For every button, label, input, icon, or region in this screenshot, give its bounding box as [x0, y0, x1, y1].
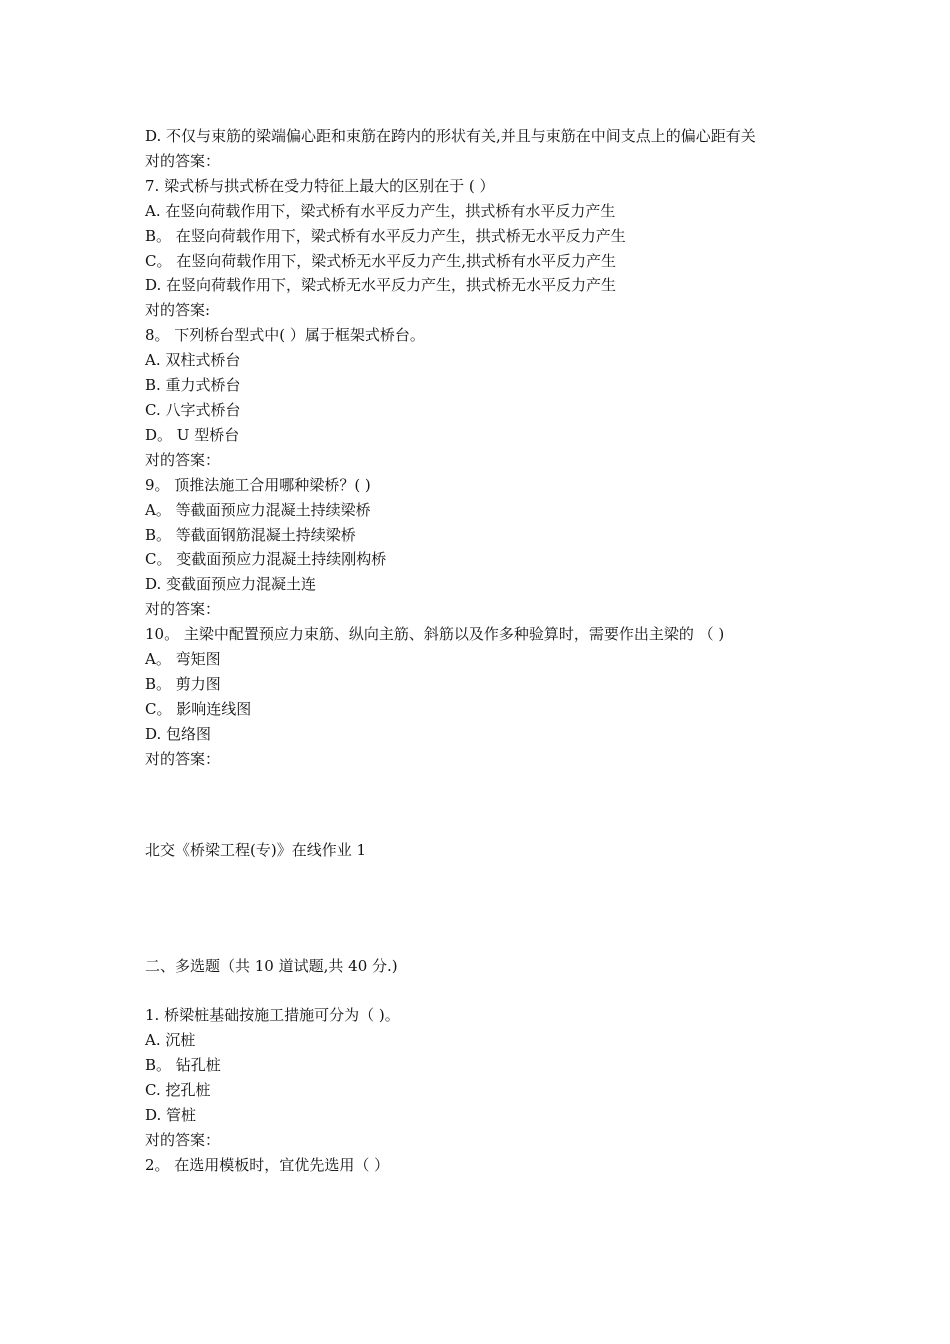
mq1-option-b: B。 钻孔桩	[145, 1056, 221, 1075]
q9-option-b: B。 等截面钢筋混凝土持续梁桥	[145, 525, 356, 544]
q9-option-a: A。 等截面预应力混凝土持续梁桥	[145, 500, 371, 519]
document-title: 北交《桥梁工程(专)》在线作业 1	[145, 840, 367, 859]
mq1-answer-label: 对的答案：	[145, 1130, 221, 1149]
q9-question: 9。 顶推法施工合用哪种梁桥？( )	[145, 475, 371, 494]
q6-answer-label: 对的答案：	[145, 151, 221, 170]
q10-option-d: D. 包络图	[145, 724, 212, 743]
mq2-question: 2。 在选用模板时，宜优先选用（ ）	[145, 1155, 390, 1174]
q9-option-d: D. 变截面预应力混凝土连	[145, 575, 317, 594]
q7-option-a: A. 在竖向荷载作用下，梁式桥有水平反力产生，拱式桥有水平反力产生	[145, 201, 616, 220]
q10-question: 10。 主梁中配置预应力束筋、纵向主筋、斜筋以及作多种验算时，需要作出主梁的 （ )	[145, 625, 725, 644]
q8-option-d: D。 U 型桥台	[145, 425, 240, 444]
spacer	[145, 772, 825, 838]
q6-option-d: D. 不仅与束筋的梁端偏心距和束筋在跨内的形状有关,并且与束筋在中间支点上的偏心距有关	[145, 127, 756, 145]
q10-option-b: B。 剪力图	[145, 674, 221, 693]
q10-answer-label: 对的答案：	[145, 749, 221, 768]
mq1-option-a: A. 沉桩	[145, 1031, 196, 1050]
q7-question: 7. 梁式桥与拱式桥在受力特征上最大的区别在于 ( ）	[145, 176, 495, 195]
q7-option-d: D. 在竖向荷载作用下，梁式桥无水平反力产生，拱式桥无水平反力产生	[145, 276, 617, 295]
mq1-question: 1. 桥梁桩基础按施工措施可分为（ )。	[145, 1006, 400, 1025]
q7-option-b: B。 在竖向荷载作用下，梁式桥有水平反力产生，拱式桥无水平反力产生	[145, 226, 626, 245]
mq1-option-c: C. 挖孔桩	[145, 1081, 211, 1100]
q9-option-c: C。 变截面预应力混凝土持续刚构桥	[145, 550, 387, 569]
q7-option-c: C。 在竖向荷载作用下，梁式桥无水平反力产生,拱式桥有水平反力产生	[145, 251, 617, 270]
q8-question: 8。 下列桥台型式中( ）属于框架式桥台。	[145, 326, 425, 345]
q8-option-a: A. 双柱式桥台	[145, 351, 241, 370]
mq1-option-d: D. 管桩	[145, 1106, 197, 1124]
q9-answer-label: 对的答案：	[145, 600, 221, 619]
q8-answer-label: 对的答案：	[145, 450, 221, 469]
document-page	[145, 124, 825, 1178]
spacer	[145, 979, 825, 1003]
q8-option-c: C. 八字式桥台	[145, 400, 241, 419]
section-heading: 二、多选题（共 10 道试题,共 40 分.)	[145, 957, 398, 976]
spacer	[145, 862, 825, 954]
q8-option-b: B. 重力式桥台	[145, 376, 241, 395]
q10-option-a: A。 弯矩图	[145, 650, 221, 669]
q10-option-c: C。 影响连线图	[145, 699, 252, 718]
q7-answer-label: 对的答案:	[145, 301, 211, 320]
